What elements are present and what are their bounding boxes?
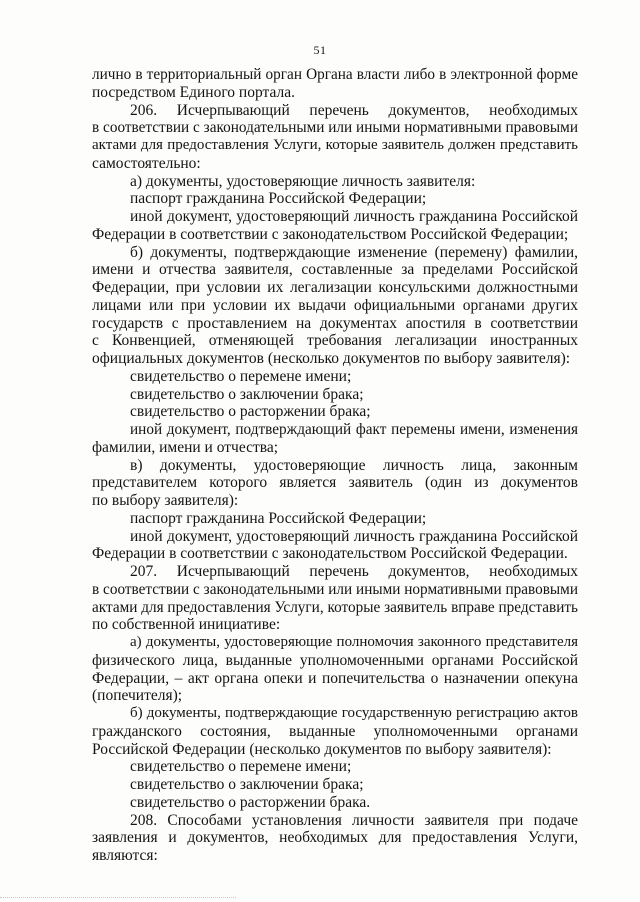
text-line: иной документ, удостоверяющий личность гражданина Российской: [130, 208, 578, 225]
text-line: актами для предоставления Услуги, которые заявитель вправе представить: [92, 598, 578, 616]
paragraph: [92, 208, 578, 244]
text-line: иной документ, удостоверяющий личность гражданина Российской: [130, 527, 578, 545]
text-line: Российской Федерации (несколько документов по выбору заявителя):: [92, 740, 552, 758]
paragraph: [92, 421, 578, 457]
text-line: по выбору заявителя):: [92, 492, 239, 509]
text-line: б) документы, подтверждающие государственную регистрацию актов: [130, 705, 578, 721]
text-line: лицами или при условии их выдачи официальными органами других: [92, 296, 578, 314]
paragraph: [92, 386, 578, 404]
paragraph: [92, 528, 578, 564]
paragraph: [92, 758, 578, 776]
text-line: паспорт гражданина Российской Федерации;: [130, 509, 427, 527]
text-line: 207. Исчерпывающий перечень документов, необходимых: [130, 563, 578, 580]
text-line: свидетельство о перемене имени;: [130, 367, 352, 385]
paragraph: [92, 403, 578, 421]
text-line: свидетельство о заключении брака;: [130, 385, 364, 403]
text-line: а) документы, удостоверяющие полномочия законного представителя: [130, 634, 578, 650]
text-line: свидетельство о расторжении брака.: [130, 793, 371, 811]
text-line: в) документы, удостоверяющие личность лица, законным: [130, 456, 578, 474]
text-line: свидетельство о заключении брака;: [130, 776, 364, 793]
text-line: гражданского состояния, выданные уполномоченными органами: [92, 722, 578, 740]
paragraph: [92, 457, 578, 510]
paragraph: [92, 563, 578, 634]
text-line: представителем которого является заявитель (один из документов: [92, 474, 578, 492]
text-line: Федерации в соответствии с законодательством Российской Федерации;: [92, 225, 569, 243]
text-line: свидетельство о перемене имени;: [130, 758, 352, 776]
text-line: актами для предоставления Услуги, которые заявитель должен представить: [92, 137, 578, 153]
paragraph: [92, 705, 578, 758]
text-line: Федерации, – акт органа опеки и попечительства о назначении опекуна: [92, 669, 578, 687]
paragraph: [92, 244, 578, 368]
text-line: паспорт гражданина Российской Федерации;: [130, 190, 427, 208]
text-line: являются:: [92, 847, 158, 864]
document-body: [92, 66, 578, 865]
text-line: заявления и документов, необходимых для предоставления Услуги,: [92, 829, 578, 847]
paragraph: [92, 173, 578, 191]
paragraph: [92, 776, 578, 794]
paragraph: [92, 812, 578, 865]
text-line: фамилии, имени и отчества;: [92, 438, 279, 456]
paragraph: [92, 634, 578, 705]
paragraph: [92, 190, 578, 208]
scan-edge-artifact: [0, 897, 236, 898]
text-line: в соответствии с законодательными или иными нормативными правовыми: [92, 580, 578, 598]
text-line: с Конвенцией, отменяющей требования легализации иностранных: [92, 332, 578, 350]
text-line: лично в территориальный орган Органа власти либо в электронной форме: [92, 66, 578, 83]
text-line: в соответствии с законодательными или иными нормативными правовыми: [92, 119, 578, 137]
paragraph: [92, 66, 578, 102]
paragraph: [92, 794, 578, 812]
text-line: 208. Способами установления личности заявителя при подаче: [130, 811, 578, 829]
text-line: Федерации, при условии их легализации консульскими должностными: [92, 279, 578, 296]
text-line: государств с проставлением на документах апостиля в соответствии: [92, 314, 578, 332]
paragraph: [92, 368, 578, 386]
paragraph: [92, 510, 578, 528]
text-line: посредством Единого портала.: [92, 83, 295, 101]
text-line: по собственной инициативе:: [92, 616, 281, 634]
paragraph: [92, 102, 578, 173]
text-line: самостоятельно:: [92, 154, 201, 172]
text-line: Федерации в соответствии с законодательством Российской Федерации.: [92, 545, 568, 563]
text-line: 206. Исчерпывающий перечень документов, необходимых: [130, 101, 578, 119]
text-line: (попечителя);: [92, 687, 183, 705]
text-line: официальных документов (несколько документов по выбору заявителя):: [92, 350, 571, 367]
text-line: физического лица, выданные уполномоченными органами Российской: [92, 651, 578, 669]
text-line: а) документы, удостоверяющие личность заявителя:: [130, 172, 476, 190]
text-line: б) документы, подтверждающие изменение (перемену) фамилии,: [130, 243, 578, 261]
page-number: 51: [313, 43, 327, 57]
text-line: имени и отчества заявителя, составленные за пределами Российской: [92, 261, 578, 279]
text-line: иной документ, подтверждающий факт перемены имени, изменения: [130, 421, 578, 438]
text-line: свидетельство о расторжении брака;: [130, 403, 371, 421]
